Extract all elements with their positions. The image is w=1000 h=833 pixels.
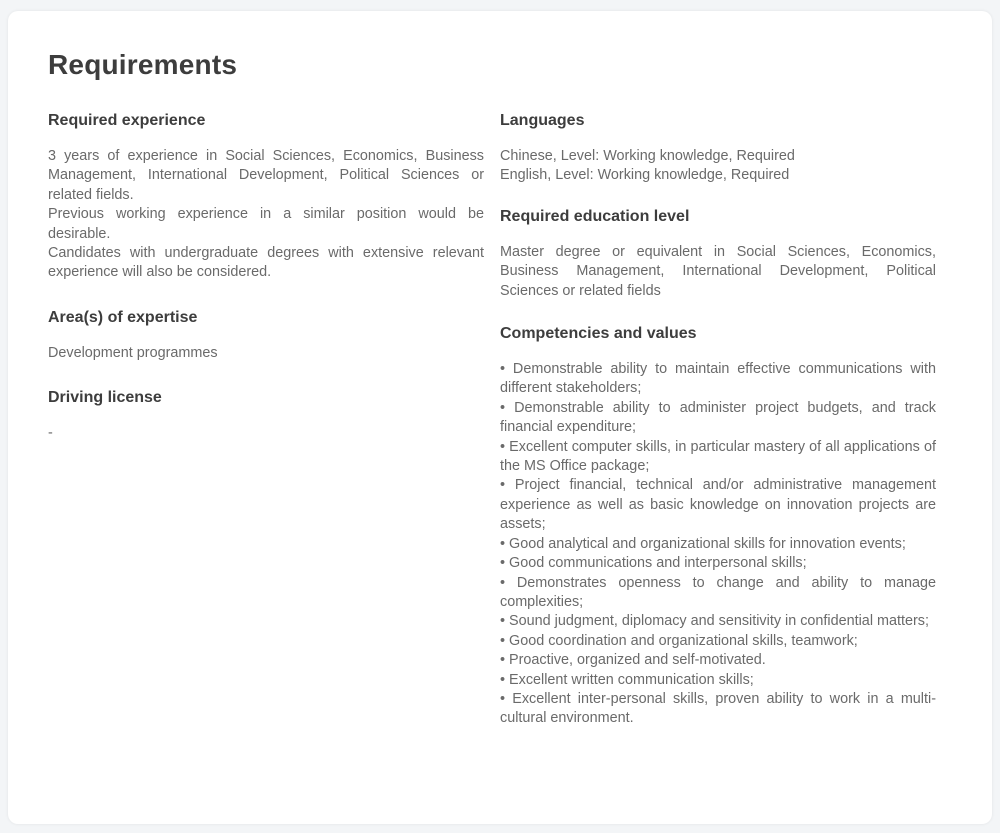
left-column (48, 111, 484, 444)
competencies-section (500, 324, 936, 729)
competencies-list (500, 360, 936, 729)
competency-item: • Excellent inter-personal skills, proven ability to work in a multi-cultural environment. (500, 690, 936, 727)
competency-item: • Demonstrates openness to change and ability to manage complexities; (500, 574, 936, 610)
driving-license-section (48, 388, 484, 443)
experience-paragraph: Candidates with undergraduate degrees with extensive relevant experience will also be considered. (48, 245, 484, 281)
expertise-title: Area(s) of expertise (48, 308, 198, 326)
expertise-value: Development programmes (48, 344, 218, 361)
competency-item: • Demonstrable ability to maintain effective communications with different stakeholders; (500, 361, 936, 397)
right-column (500, 111, 936, 729)
competency-item: • Good communications and interpersonal skills; (500, 555, 807, 572)
driving-license-value: - (48, 425, 53, 442)
competency-item: • Sound judgment, diplomacy and sensitivity in confidential matters; (500, 613, 929, 630)
competency-item: • Excellent computer skills, in particular mastery of all applications of the MS Office package; (500, 438, 936, 475)
page-title: Requirements (48, 49, 238, 80)
experience-paragraph: Previous working experience in a similar position would be desirable. (48, 206, 484, 242)
requirements-card (8, 11, 992, 824)
languages-list (500, 147, 936, 186)
language-item: English, Level: Working knowledge, Required (500, 167, 790, 184)
required-experience-title: Required experience (48, 112, 206, 129)
competency-item: • Good analytical and organizational skills for innovation events; (500, 535, 906, 552)
language-item: Chinese, Level: Working knowledge, Required (500, 148, 795, 164)
experience-paragraph: 3 years of experience in Social Sciences, Economics, Business Management, International Development, Political Sciences or related fields. (48, 148, 484, 203)
education-section (500, 207, 936, 301)
driving-license-title: Driving license (48, 389, 162, 407)
languages-title: Languages (500, 112, 585, 129)
expertise-section (48, 308, 484, 363)
competency-item: • Proactive, organized and self-motivated. (500, 652, 766, 669)
competency-item: • Project financial, technical and/or administrative management experience as well as basic knowledge on innovation projects are assets; (500, 477, 936, 533)
education-title: Required education level (500, 207, 690, 225)
competency-item: • Good coordination and organizational skills, teamwork; (500, 632, 858, 649)
languages-section (500, 111, 936, 186)
required-experience-section (48, 111, 484, 283)
competency-item: • Demonstrable ability to administer project budgets, and track financial expenditure; (500, 399, 936, 436)
education-value: Master degree or equivalent in Social Sciences, Economics, Business Management, International Development, Political Sciences or related fields (500, 243, 936, 299)
required-experience-text (48, 147, 484, 283)
competency-item: • Excellent written communication skills; (500, 671, 754, 688)
competencies-title: Competencies and values (500, 325, 697, 343)
